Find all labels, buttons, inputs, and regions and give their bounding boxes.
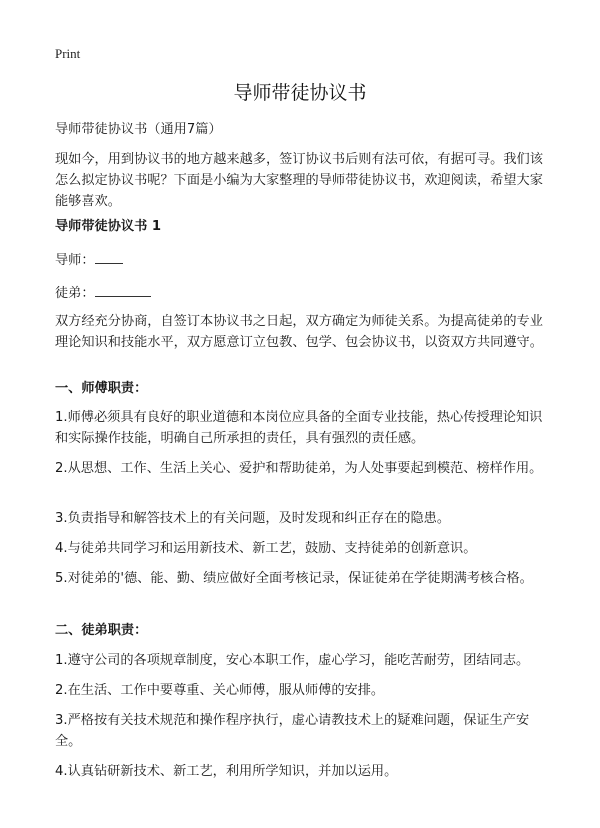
apprentice-duties-heading: 二、徒弟职责： bbox=[55, 623, 148, 638]
list-item: 5.对徒弟的'德、能、勤、绩应做好全面考核记录，保证徒弟在学徒期满考核合格。 bbox=[55, 571, 533, 586]
list-item: 1.遵守公司的各项规章制度，安心本职工作，虚心学习，能吃苦耐劳，团结同志。 bbox=[55, 653, 530, 668]
section-heading: 导师带徒协议书 1 bbox=[55, 219, 162, 234]
list-item: 2.从思想、工作、生活上关心、爱护和帮助徒弟，为人处事要起到模范、榜样作用。 bbox=[55, 461, 543, 476]
apprentice-field bbox=[55, 282, 555, 304]
list-item: 3.负责指导和解答技术上的有关问题，及时发现和纠正存在的隐患。 bbox=[55, 511, 451, 526]
page-title: 导师带徒协议书 bbox=[233, 82, 367, 104]
mentor-duties-heading: 一、师傅职责： bbox=[55, 381, 148, 396]
list-item: 4.认真钻研新技术、新工艺，利用所学知识，并加以运用。 bbox=[55, 764, 398, 779]
mentor-label: 导师： bbox=[55, 253, 95, 268]
apprentice-label: 徒弟： bbox=[55, 286, 95, 301]
apprentice-blank bbox=[95, 282, 151, 297]
mentor-field bbox=[55, 249, 555, 271]
list-item: 3.严格按有关技术规范和操作程序执行，虚心请教技术上的疑难问题，保证生产安全。 bbox=[55, 713, 530, 749]
list-item: 4.与徒弟共同学习和运用新技术、新工艺，鼓励、支持徒弟的创新意识。 bbox=[55, 541, 477, 556]
doc-subtitle: 导师带徒协议书（通用7篇） bbox=[55, 122, 222, 137]
mentor-blank bbox=[95, 249, 123, 264]
agreement-paragraph: 双方经充分协商，自签订本协议书之日起，双方确定为师徒关系。为提高徒弟的专业理论知识和技能水平，双方愿意订立包教、包学、包会协议书，以资双方共同遵守。 bbox=[55, 314, 543, 350]
print-link[interactable]: Print bbox=[55, 46, 81, 61]
list-item: 2.在生活、工作中要尊重、关心师傅，服从师傅的安排。 bbox=[55, 683, 385, 698]
list-item: 1.师傅必须具有良好的职业道德和本岗位应具备的全面专业技能，热心传授理论知识和实际操作技能，明确自己所承担的责任，具有强烈的责任感。 bbox=[55, 410, 543, 446]
intro-paragraph: 现如今，用到协议书的地方越来越多，签订协议书后则有法可依，有据可寻。我们该怎么拟定协议书呢？下面是小编为大家整理的导师带徒协议书，欢迎阅读，希望大家能够喜欢。 bbox=[55, 152, 543, 209]
